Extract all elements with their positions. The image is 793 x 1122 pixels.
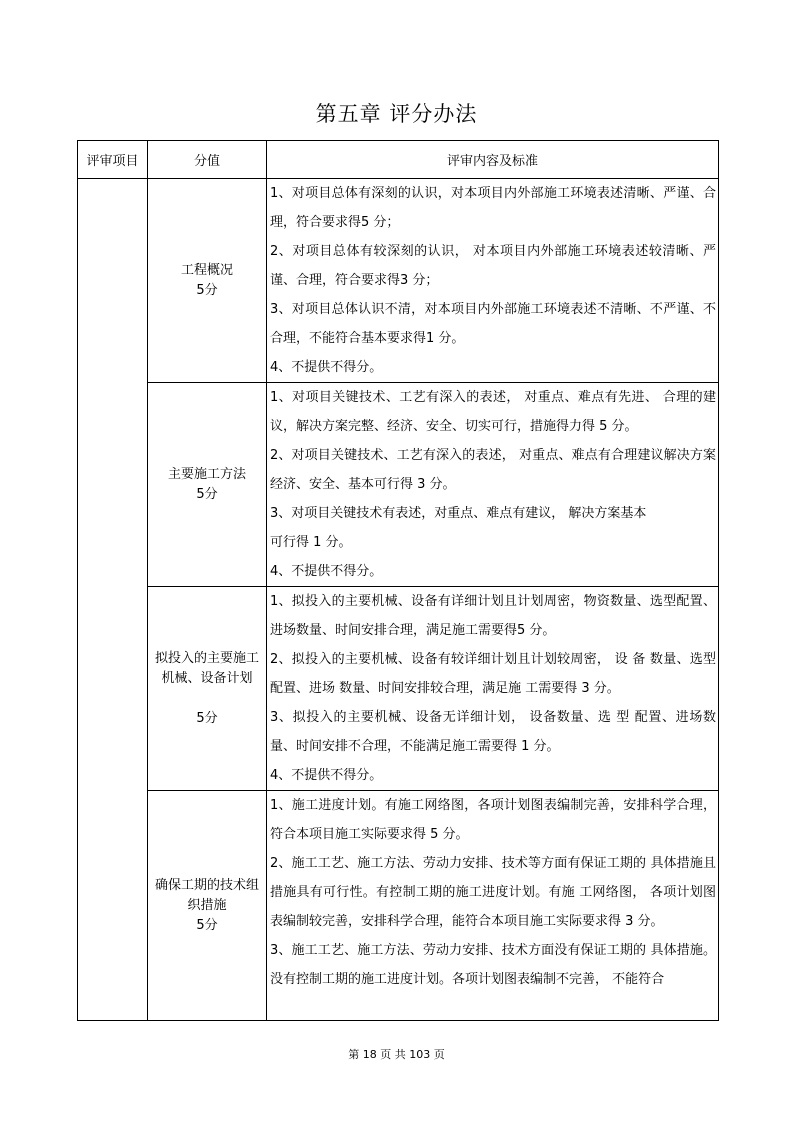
criteria-line: 2、拟投入的主要机械、设备有较详细计划且计划较周密， 设 备 数量、选型配置、进场 数量、时间安排较合理，满足施 工需要得 3 分。 — [270, 652, 716, 696]
item-name: 确保工期的技术组织措施 — [154, 877, 259, 913]
item-name-cell — [148, 179, 267, 383]
header-review-item: 评审项目 — [78, 141, 148, 179]
item-name: 工程概况 — [180, 262, 233, 278]
item-name: 主要施工方法 — [167, 466, 246, 482]
criteria-line: 可行得 1 分。 — [270, 535, 352, 550]
item-score: 5分 — [196, 486, 218, 502]
review-item-cell — [78, 179, 148, 1021]
criteria-cell — [267, 587, 719, 791]
criteria-line: 3、对项目关键技术有表述，对重点、难点有建议， 解决方案基本 — [270, 506, 647, 521]
table-row — [78, 791, 719, 1021]
criteria-line: 1、施工进度计划。有施工网络图，各项计划图表编制完善，安排科学合理， 符合本项目施工实际要求得 5 分。 — [270, 798, 716, 842]
scoring-table — [77, 140, 719, 1021]
criteria-line: 3、施工工艺、施工方法、劳动力安排、技术方面没有保证工期的 具体措施。没有控制工期的施工进度计划。各项计划图表编制不完善， 不能符合 — [270, 943, 716, 987]
item-score: 5分 — [196, 917, 218, 933]
item-name-cell — [148, 791, 267, 1021]
criteria-cell — [267, 791, 719, 1021]
table-row — [78, 179, 719, 383]
criteria-line: 4、不提供不得分。 — [270, 768, 383, 783]
criteria-line: 2、对项目关键技术、工艺有深入的表述， 对重点、难点有合理建议解决方案经济、安全、基本可行得 3 分。 — [270, 448, 716, 492]
item-score: 5分 — [196, 282, 218, 298]
criteria-line: 3、对项目总体认识不清，对本项目内外部施工环境表述不清晰、不严谨、不合理，不能符合基本要求得1 分。 — [270, 302, 716, 346]
criteria-line: 3、拟投入的主要机械、设备无详细计划， 设备数量、选 型 配置、进场数量、时间安排不合理，不能满足施工需要得 1 分。 — [270, 710, 716, 754]
item-name: 拟投入的主要施工机械、设备计划 — [154, 650, 259, 686]
criteria-line: 1、对项目关键技术、工艺有深入的表述， 对重点、难点有先进、 合理的建议，解决方案完整、经济、安全、切实可行，措施得力得 5 分。 — [270, 390, 716, 434]
criteria-line: 2、对项目总体有较深刻的认识， 对本项目内外部施工环境表述较清晰、严谨、合理，符合要求得3 分； — [270, 244, 716, 288]
criteria-line: 4、不提供不得分。 — [270, 564, 383, 579]
item-name-cell — [148, 383, 267, 587]
criteria-line: 2、施工工艺、施工方法、劳动力安排、技术等方面有保证工期的 具体措施且措施具有可行性。有控制工期的施工进度计划。有施 工网络图， 各项计划图表编制较完善，安排科学合理，能符合本项目施工实际要求得 3 分。 — [270, 856, 716, 929]
table-row — [78, 383, 719, 587]
criteria-line: 1、拟投入的主要机械、设备有详细计划且计划周密，物资数量、选型配置、进场数量、时间安排合理，满足施工需要得5 分。 — [270, 594, 716, 638]
criteria-cell — [267, 179, 719, 383]
criteria-cell — [267, 383, 719, 587]
criteria-line: 1、对项目总体有深刻的认识，对本项目内外部施工环境表述清晰、严谨、合理，符合要求得5 分； — [270, 186, 716, 230]
page-title: 第五章 评分办法 — [315, 102, 478, 126]
table-header-row — [78, 141, 719, 179]
header-score: 分值 — [148, 141, 267, 179]
criteria-line: 4、不提供不得分。 — [270, 360, 383, 375]
item-score: 5分 — [196, 710, 218, 726]
table-row — [78, 587, 719, 791]
page-footer: 第 18 页 共 103 页 — [348, 1048, 445, 1061]
item-name-cell — [148, 587, 267, 791]
header-criteria: 评审内容及标准 — [267, 141, 719, 179]
